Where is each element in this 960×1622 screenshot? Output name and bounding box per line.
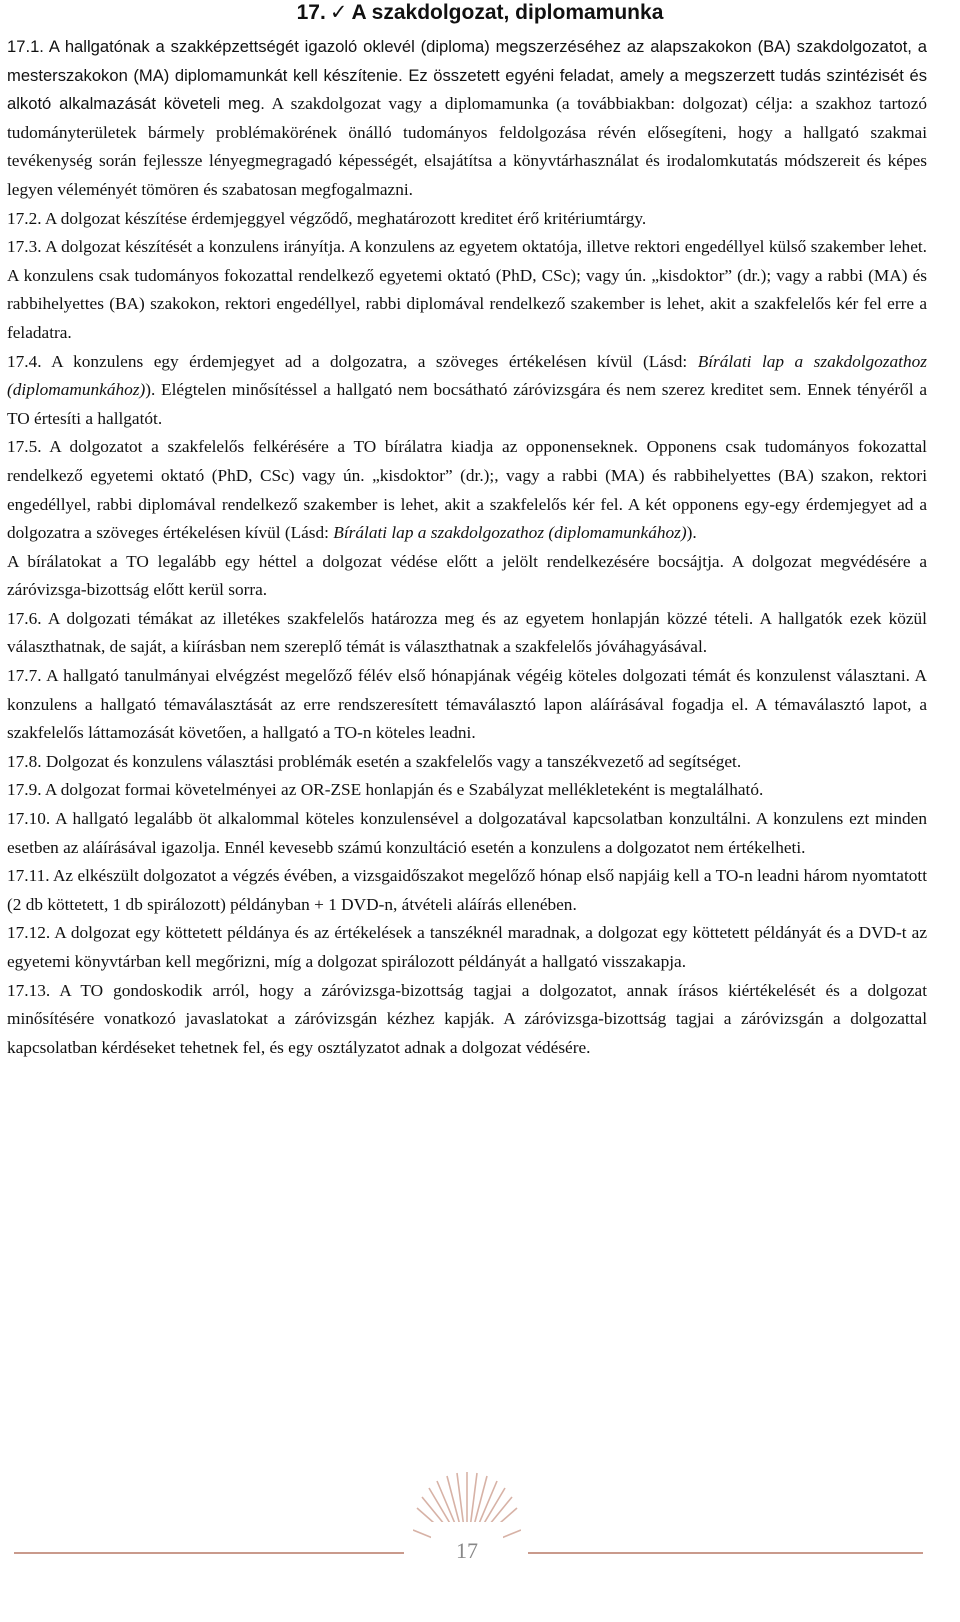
paragraph-17-7: 17.7. A hallgató tanulmányai elvégzést megelőző félév első hónapjának végéig köteles dolgozati témát és konzulenst választani. A konzulens a hallgató témaválasztását az erre rendszeresített témaválasztó lapon aláírásával fogadja el. A témaválasztó lapot, a szakfelelős láttamozását követően, a hallgató a TO-n köteles leadni. [7,666,927,743]
chevron-icon: ✓ [329,1,348,24]
paragraph-17-5-tail: ). [686,523,697,543]
paragraph-17-4-tail: ). Elégtelen minősítéssel a hallgató nem bocsátható záróvizsgára és nem szerez kreditet sem. Ennek tényéről a TO értesíti a hallgatót. [7,380,927,428]
paragraph-17-9: 17.9. A dolgozat formai követelményei az OR-ZSE honlapján és e Szabályzat mellékleteként is megtalálható. [7,780,764,800]
paragraph-17-11: 17.11. Az elkészült dolgozatot a végzés évében, a vizsgaidőszakot megelőző hónap első napjáig kell a TO-n leadni három nyomtatott (2 db köttetett, 1 db spirálozott) példányban + 1 DVD-n, átvételi aláírás ellenében. [7,866,927,914]
section-number: 17. [296,1,326,24]
footer-rule-left [14,1552,404,1554]
paragraph-17-13: 17.13. A TO gondoskodik arról, hogy a záróvizsga-bizottság tagjai a dolgozatot, annak írásos kiértékelését és a dolgozat minősítésére vonatkozó javaslatokat a záróvizsgán kézhez kapják. A záróvizsga-bizottság tagjai a záróvizsgán a dolgozattal kapcsolatban kérdéseket tehetnek fel, és egy osztályzatot adnak a dolgozat védésére. [7,980,927,1057]
paragraph-17-1 [7,33,927,205]
paragraph-review-delivery: A bírálatokat a TO legalább egy héttel a dolgozat védése előtt a jelölt rendelkezésére bocsájtja. A dolgozat megvédésére a záróvizsga-bizottság előtt kerül sorra. [7,551,927,600]
paragraph-17-5-form-title: Bírálati lap a szakdolgozathoz (diplomamunkához) [333,523,687,543]
page-number: 17 [456,1538,478,1563]
paragraph-17-3: 17.3. A dolgozat készítését a konzulens irányítja. A konzulens az egyetem oktatója, illetve rektori engedéllyel külső szakember lehet. A konzulens csak tudományos fokozattal rendelkező egyetemi oktató (PhD, CSc); vagy ún. „kisdoktor” (dr.); vagy a rabbi (MA) és rabbihelyettes (BA) szakokon, rektori engedéllyel, rabbi diplomával rendelkező szakember is lehet, akit a szakfelelős kér fel erre a feladatra. [7,237,927,342]
section-title: A szakdolgozat, diplomamunka [351,1,664,24]
footer-rule-right [528,1552,923,1554]
page-footer [0,1460,960,1610]
paragraph-17-5-text: 17.5. A dolgozatot a szakfelelős felkérésére a TO bírálatra kiadja az opponenseknek. Opponens csak tudományos fokozattal rendelkező egyetemi oktató (PhD, CSc) vagy ún. „kisdoktor” (dr.);, vagy a rabbi (MA) és rabbihelyettes (BA) szakon, rektori engedéllyel, rabbi diplomával rendelkező szakember is lehet, akit a szakfelelős kér fel. A két opponens egy-egy érdemjegyet ad a dolgozatra a szöveges értékelésen kívül (Lásd: [7,437,927,543]
paragraph-17-4-text: 17.4. A konzulens egy érdemjegyet ad a dolgozatra, a szöveges értékelésen kívül (Lásd: [7,351,698,371]
paragraph-17-2: 17.2. A dolgozat készítése érdemjeggyel végződő, meghatározott kreditet érő kritériumtárgy. [7,208,647,228]
paragraph-17-4-form-title: Bírálati lap a szakdolgozathoz (diplomamunkához) [7,351,927,400]
paragraph-17-10: 17.10. A hallgató legalább öt alkalommal köteles konzulensével a dolgozatával kapcsolatban konzultálni. A konzulens ezt minden esetben az aláírásával igazolja. Ennél kevesebb számú konzultáció esetén a konzulens a dolgozatot nem értékelheti. [7,809,927,857]
paragraph-17-6: 17.6. A dolgozati témákat az illetékes szakfelelős határozza meg és az egyetem honlapján közzé tételi. A hallgatók ezek közül választhatnak, de saját, a kiírásban nem szereplő témát is választhatnak a szakfelelős jóváhagyásával. [7,608,927,657]
paragraph-17-1-rest: A szakdolgozat vagy a diplomamunka (a továbbiakban: dolgozat) célja: a szakhoz tartozó tudományterületek bármely problémakörének önálló tudományos feldolgozása révén elősegíteni, hogy a hallgató szakmai tevékenység során fejlessze lényegmegragadó képességét, elsajátítsa a könyvtárhasználat és irodalomkutatás módszereit és képes legyen véleményét tömören és szabatosan megfogalmazni. [7,94,928,199]
paragraph-17-5 [7,433,927,547]
document-body [7,33,927,1062]
paragraph-17-4 [7,348,927,434]
paragraph-17-12: 17.12. A dolgozat egy köttetett példánya és az értékelések a tanszéknél maradnak, a dolgozat egy köttetett példányát és a DVD-t az egyetemi könyvtárban kell megőrizni, míg a dolgozat spirálozott példányát a hallgató visszakapja. [7,923,927,971]
paragraph-17-8: 17.8. Dolgozat és konzulens választási problémák esetén a szakfelelős vagy a tanszékvezető ad segítséget. [7,751,742,771]
section-heading [0,0,960,26]
paragraph-17-1-intro: 17.1. A hallgatónak a szakképzettségét igazoló oklevél (diploma) megszerzéséhez az alapszakokon (BA) szakdolgozatot, a mesterszakokon (MA) diplomamunkát kell készítenie. Ez összetett egyéni feladat, amely a megszerzett tudás szintézisét és alkotó alkalmazását követeli meg. [7,37,927,114]
